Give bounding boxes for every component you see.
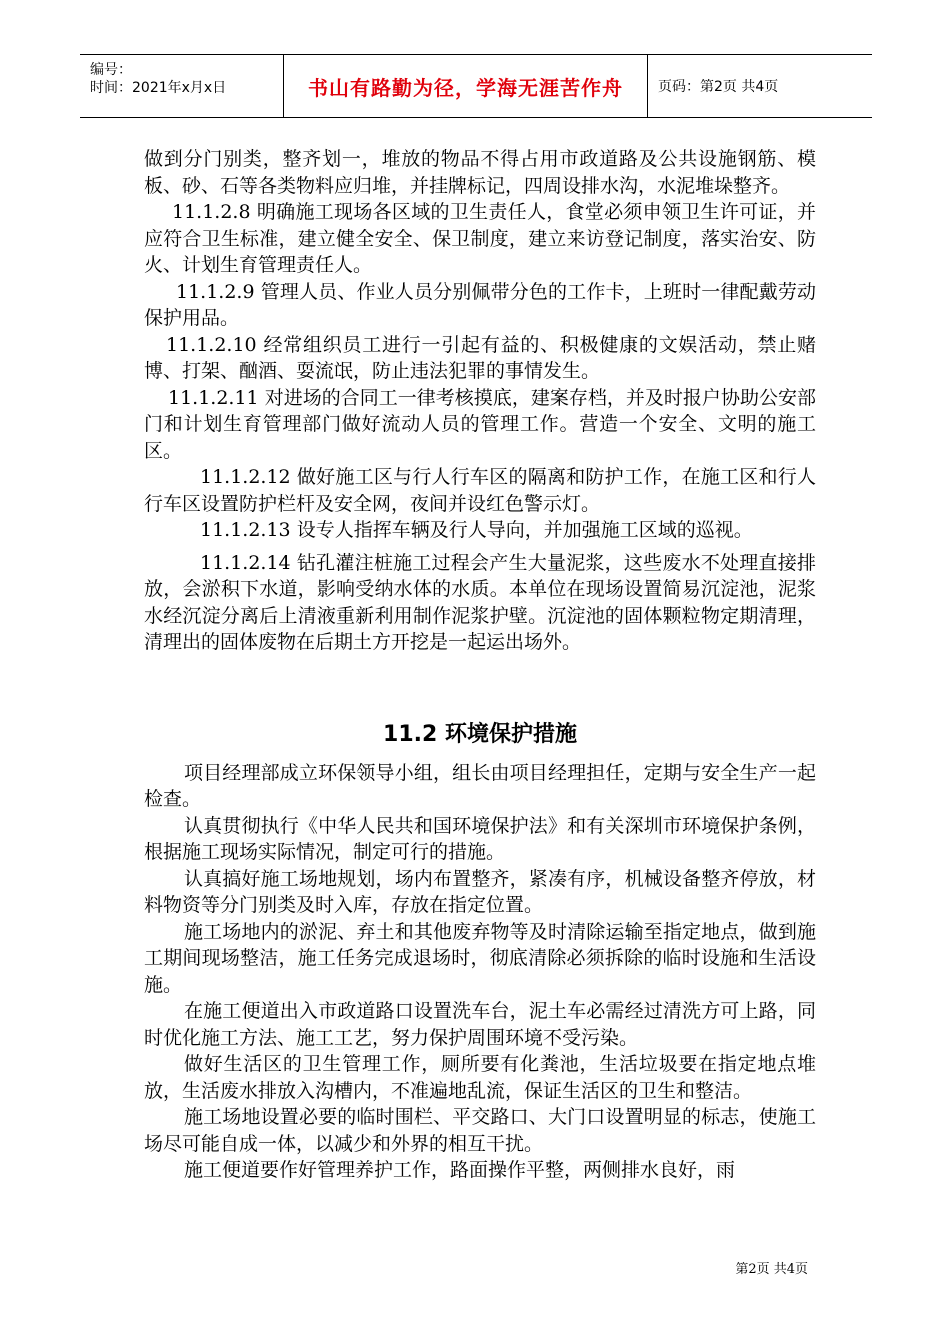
header-page-number: 页码：第2页 共4页 [658,79,779,95]
paragraph: 在施工便道出入市政道路口设置洗车台，泥土车必需经过清洗方可上路，同时优化施工方法、施工工艺，努力保护周围环境不受污染。 [144,1000,816,1049]
header-meta [80,55,284,117]
paragraph: 施工场地设置必要的临时围栏、平交路口、大门口设置明显的标志，使施工场尽可能自成一体，以减少和外界的相互干扰。 [144,1106,816,1155]
page-header [80,54,872,118]
paragraph: 认真搞好施工场地规划，场内布置整齐，紧凑有序，机械设备整齐停放，材料物资等分门别类及时入库，存放在指定位置。 [144,867,816,916]
paragraph: 施工便道要作好管理养护工作，路面操作平整，两侧排水良好，雨 [184,1159,736,1181]
paragraph: 11.1.2.8 明确施工现场各区域的卫生责任人，食堂必须申领卫生许可证，并应符合卫生标准，建立健全安全、保卫制度，建立来访登记制度，落实治安、防火、计划生育管理责任人。 [144,201,816,276]
paragraph: 11.1.2.13 设专人指挥车辆及行人导向，并加强施工区域的巡视。 [200,519,753,541]
paragraph: 11.1.2.9 管理人员、作业人员分别佩带分色的工作卡，上班时一律配戴劳动保护用品。 [144,280,816,329]
section-heading: 11.2 环境保护措施 [383,721,577,747]
paragraph: 11.1.2.11 对进场的合同工一律考核摸底，建案存档，并及时报户协助公安部门和计划生育管理部门做好流动人员的管理工作。营造一个安全、文明的施工区。 [144,386,816,462]
paragraph: 做到分门别类，整齐划一，堆放的物品不得占用市政道路及公共设施钢筋、模板、砂、石等各类物料应归堆，并挂牌标记，四周设排水沟，水泥堆垛整齐。 [144,148,816,197]
paragraph: 认真贯彻执行《中华人民共和国环境保护法》和有关深圳市环境保护条例，根据施工现场实际情况，制定可行的措施。 [144,814,816,863]
document-date-label: 时间：2021年x月x日 [90,80,227,96]
paragraph: 项目经理部成立环保领导小组，组长由项目经理担任，定期与安全生产一起检查。 [144,761,816,810]
header-motto: 书山有路勤为径，学海无涯苦作舟 [284,55,648,117]
document-number-label: 编号： [90,62,132,78]
paragraph: 做好生活区的卫生管理工作，厕所要有化粪池，生活垃圾要在指定地点堆放，生活废水排放入沟槽内，不准遍地乱流，保证生活区的卫生和整洁。 [144,1053,816,1102]
paragraph: 11.1.2.10 经常组织员工进行一引起有益的、积极健康的文娱活动，禁止赌博、打架、酗酒、耍流氓，防止违法犯罪的事情发生。 [144,333,816,382]
paragraph: 施工场地内的淤泥、弃土和其他废弃物等及时清除运输至指定地点，做到施工期间现场整洁，施工任务完成退场时，彻底清除必须拆除的临时设施和生活设施。 [144,920,816,996]
page-footer: 第2页 共4页 [735,1262,808,1277]
document-body [144,146,816,1184]
paragraph: 11.1.2.12 做好施工区与行人行车区的隔离和防护工作，在施工区和行人行车区设置防护栏杆及安全网，夜间并设红色警示灯。 [144,466,816,515]
paragraph: 11.1.2.14 钻孔灌注桩施工过程会产生大量泥浆，这些废水不处理直接排放，会淤积下水道，影响受纳水体的水质。本单位在现场设置简易沉淀池，泥浆水经沉淀分离后上清液重新利用制作泥浆护壁。沉淀池的固体颗粒物定期清理，清理出的固体废物在后期土方开挖是一起运出场外。 [144,551,816,653]
